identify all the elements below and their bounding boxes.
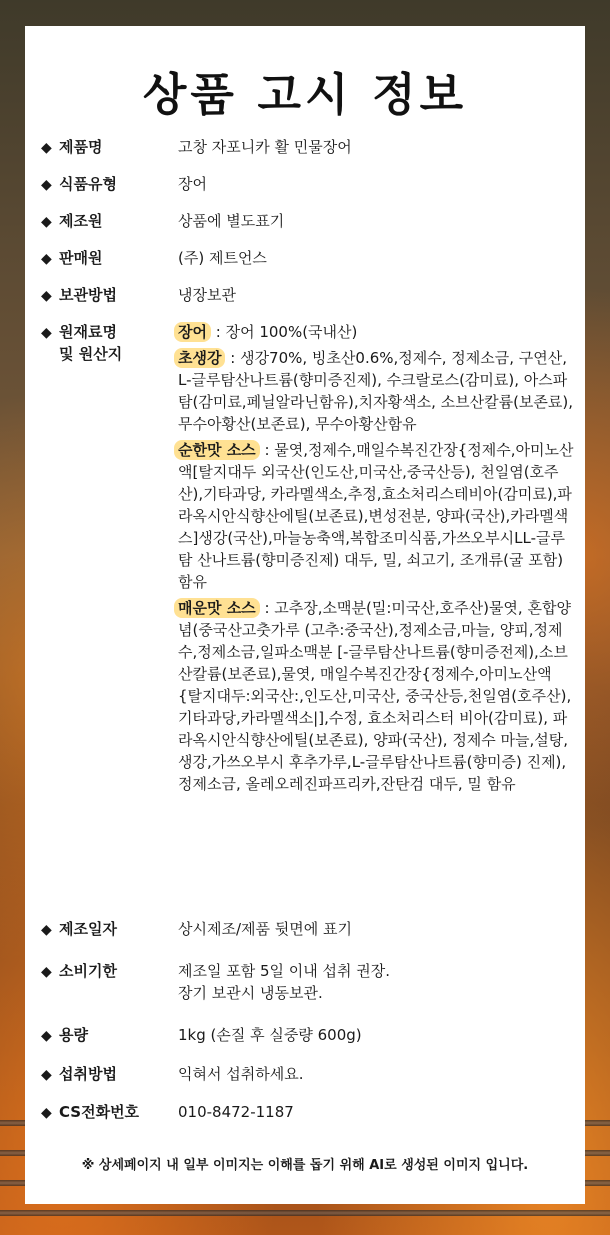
row-value: 제조일 포함 5일 이내 섭취 권장.: [178, 962, 391, 980]
row-label-line2: 및 원산지: [59, 345, 123, 363]
ingredient-item: [178, 597, 575, 795]
row-label: 소비기한: [59, 962, 117, 980]
row-label: 제조일자: [59, 920, 117, 938]
row-label: 판매원: [59, 249, 103, 267]
row-value: (주) 제트언스: [178, 249, 267, 267]
row-value: 상시제조/제품 뒷면에 표기: [178, 920, 352, 938]
ingredient-text: : 장어 100%(국내산): [210, 323, 358, 341]
product-info-card: [25, 26, 585, 1204]
ingredient-name-highlight: 순한맛 소스: [174, 440, 260, 460]
row-value: 익혀서 섭취하세요.: [178, 1065, 304, 1083]
diamond-bullet-icon: ◆: [41, 1067, 52, 1083]
ingredient-item: [178, 439, 575, 593]
row-label: CS전화번호: [59, 1103, 140, 1121]
ingredient-name-highlight: 초생강: [174, 348, 225, 368]
row-label: 식품유형: [59, 175, 117, 193]
ingredient-text: : 생강70%, 빙초산0.6%,정제수, 정제소금, 구연산, L-글루탐산나트륨(향미증진제), 수크랄로스(감미료), 아스파탐(감미료,페닐알라닌함유),치자황색소, 소브산칼륨(보존료), 무수아황산(보존료), 무수아황산함유: [178, 349, 574, 433]
diamond-bullet-icon: ◆: [41, 922, 52, 938]
ingredient-text: : 고추장,소맥분(밀:미국산,호주산)물엿, 혼합양념(중국산고춧가루 (고추:중국산),정제소금,마늘, 양피,정제수,정제소금,일파소맥분 [-글루탐산나트륨(향미증전제),소브산칼륨(보존료),물엿, 매일수복진간장{정제수,아미노산액{탈지대두:외국산:,인도산,미국산, 중국산등,천일염(호주산),기타과당,카라멜색소|],수정, 효소처리스터 비아(감미료), 파라옥시안식향산에틸(보존료), 양파(국산), 정제수 마늘,설탕, 생강,가쓰오부시 후추가루,L-글루탐산나트륨(향미증) 진제), 정제소금, 올레오레진파프리카,잔탄검 대두, 밀 함유: [178, 599, 572, 793]
diamond-bullet-icon: ◆: [41, 964, 52, 980]
row-label: 섭취방법: [59, 1065, 117, 1083]
ingredient-item: [178, 321, 575, 343]
ingredients-list: [178, 321, 575, 799]
diamond-bullet-icon: ◆: [41, 1105, 52, 1121]
row-label: 원재료명: [59, 323, 117, 341]
row-label: 용량: [59, 1026, 88, 1044]
row-value: 1kg (손질 후 실중량 600g): [178, 1026, 362, 1044]
ingredient-name-highlight: 매운맛 소스: [174, 598, 260, 618]
diamond-bullet-icon: ◆: [41, 177, 52, 193]
diamond-bullet-icon: ◆: [41, 140, 52, 156]
row-value: 고창 자포니카 활 민물장어: [178, 138, 352, 156]
ingredient-name-highlight: 장어: [174, 322, 211, 342]
row-value: 상품에 별도표기: [178, 212, 285, 230]
row-value: 장어: [178, 175, 207, 193]
ai-image-notice: ※ 상세페이지 내 일부 이미지는 이해를 돕기 위해 AI로 생성된 이미지 입니다.: [81, 1158, 529, 1173]
background-grill-bar: [0, 1210, 610, 1216]
diamond-bullet-icon: ◆: [41, 1028, 52, 1044]
ingredient-text: : 물엿,정제수,매일수복진간장{정제수,아미노산액[탈지대두 외국산(인도산,미국산,중국산등), 천일염(호주산),기타과당, 카라멜색소,추정,효소처리스테비아(감미료),파라옥시안식향산에틸(보존료),변성전분, 양파(국산),카라멜색스]생강(국산),마늘농축액,복합조미식품,가쓰오부시LL-글루탐 산나트륨(향미증진제) 대두, 밀, 쇠고기, 조개류(굴 포함) 함유: [178, 441, 574, 591]
row-label: 제조원: [59, 212, 103, 230]
ingredient-item: [178, 347, 575, 435]
row-label: 제품명: [59, 138, 103, 156]
diamond-bullet-icon: ◆: [41, 288, 52, 304]
page-title: 상품 고시 정보: [142, 68, 468, 121]
row-value-line2: 장기 보관시 냉동보관.: [178, 984, 323, 1002]
diamond-bullet-icon: ◆: [41, 214, 52, 230]
row-value: 냉장보관: [178, 286, 236, 304]
row-label: 보관방법: [59, 286, 117, 304]
diamond-bullet-icon: ◆: [41, 251, 52, 267]
row-value: 010-8472-1187: [178, 1103, 294, 1121]
diamond-bullet-icon: ◆: [41, 325, 52, 341]
